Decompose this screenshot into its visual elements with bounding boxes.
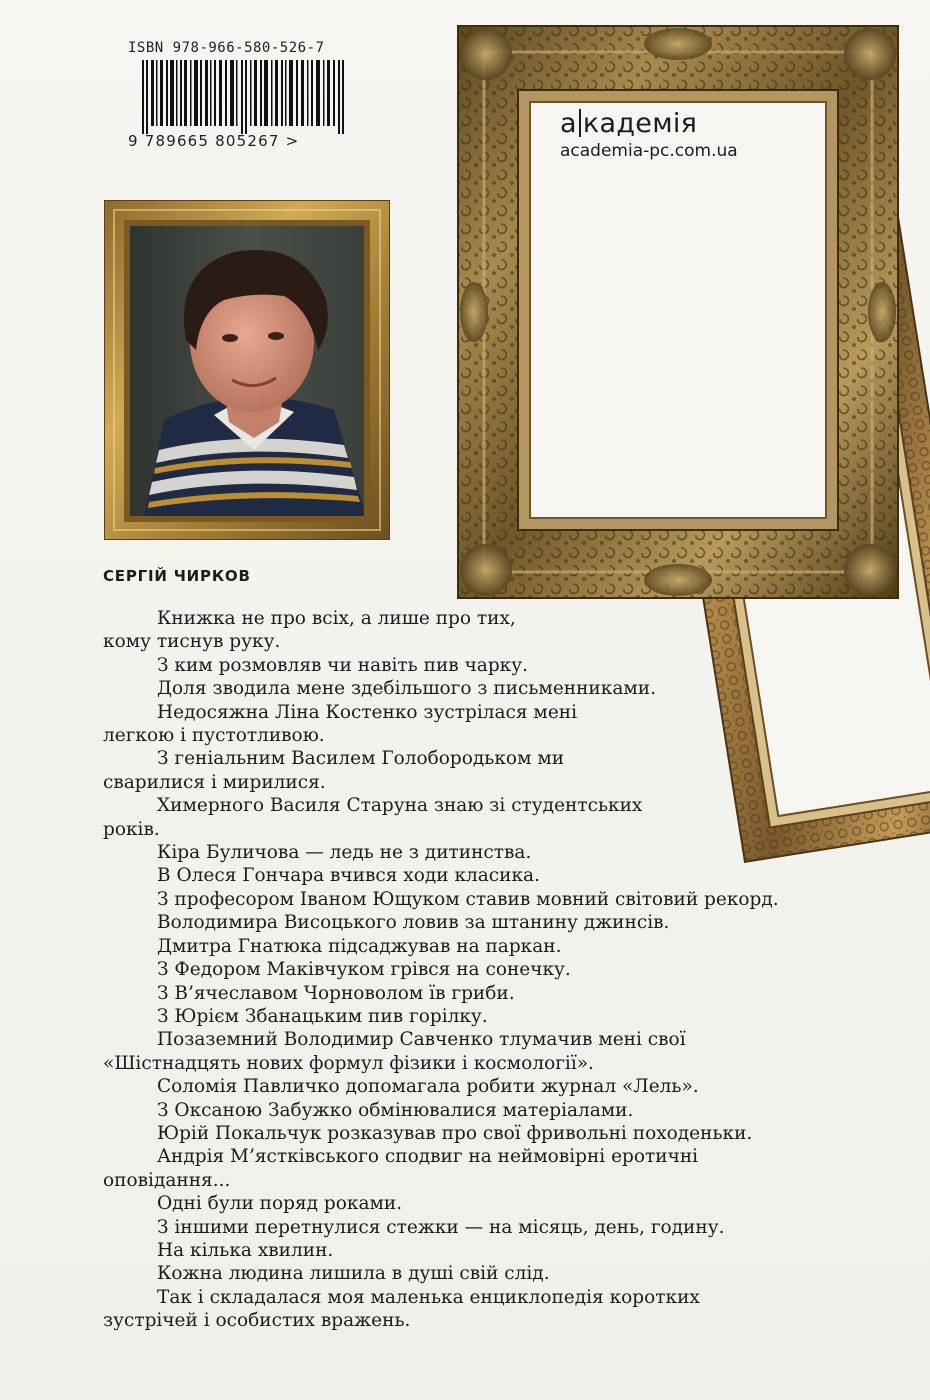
blurb-line: З ким розмовляв чи навіть пив чарку. bbox=[157, 654, 529, 676]
blurb-line: Андрія М’ястківського сподвиг на неймовірні еротичні bbox=[157, 1146, 699, 1168]
blurb-line: оповідання... bbox=[103, 1169, 231, 1191]
logo-divider bbox=[579, 109, 581, 137]
publisher-block bbox=[560, 108, 790, 161]
blurb-line: На кілька хвилин. bbox=[157, 1239, 334, 1261]
author-portrait bbox=[130, 226, 366, 516]
blurb-line: зустрічей і особистих вражень. bbox=[103, 1310, 411, 1332]
publisher-logo-text: кадемія bbox=[582, 108, 698, 139]
blurb-line: Володимира Висоцького ловив за штанину джинсів. bbox=[157, 912, 670, 934]
blurb-text bbox=[103, 607, 863, 1333]
isbn-label: ISBN 978-966-580-526-7 bbox=[128, 40, 325, 56]
blurb-line: Одні були поряд роками. bbox=[157, 1193, 403, 1215]
blurb-line: Кожна людина лишила в душі свій слід. bbox=[157, 1263, 550, 1285]
author-portrait-frame bbox=[104, 200, 390, 540]
publisher-logo bbox=[560, 108, 790, 139]
blurb-line: кому тиснув руку. bbox=[103, 631, 281, 653]
blurb-line: Позаземний Володимир Савченко тлумачив мені свої bbox=[157, 1029, 686, 1051]
blurb-line: Дмитра Гнатюка підсаджував на паркан. bbox=[157, 935, 562, 957]
blurb-line: В Олеся Гончара вчився ходи класика. bbox=[157, 865, 540, 887]
blurb-line: Кіра Буличова — ледь не з дитинства. bbox=[157, 842, 532, 864]
blurb-line: З іншими перетнулися стежки — на місяць, день, годину. bbox=[157, 1216, 725, 1238]
blurb-line: З В’ячеславом Чорноволом їв гриби. bbox=[157, 982, 515, 1004]
blurb-line: легкою і пустотливою. bbox=[103, 725, 325, 747]
blurb-line: Доля зводила мене здебільшого з письменниками. bbox=[157, 678, 656, 700]
blurb-line: Так і складалася моя маленька енциклопедія коротких bbox=[157, 1286, 700, 1308]
isbn-barcode bbox=[128, 40, 363, 150]
blurb-line: З геніальним Василем Голобородьком ми bbox=[157, 748, 565, 770]
blurb-line: З професором Іваном Ющуком ставив мовний світовий рекорд. bbox=[157, 888, 779, 910]
publisher-logo-letter: а bbox=[560, 108, 577, 139]
barcode-digits: 9 789665 805267 > bbox=[128, 132, 300, 150]
blurb-line: Юрій Покальчук розказував про свої фривольні походеньки. bbox=[157, 1122, 753, 1144]
blurb-line: Соломія Павличко допомагала робити журнал «Лель». bbox=[157, 1076, 699, 1098]
author-name: СЕРГІЙ ЧИРКОВ bbox=[103, 567, 251, 585]
barcode-icon bbox=[142, 60, 348, 134]
blurb-line: Книжка не про всіх, а лише про тих, bbox=[157, 608, 516, 629]
publisher-url[interactable]: academia-pc.com.ua bbox=[560, 141, 738, 161]
blurb-line: З Оксаною Забужко обмінювалися матеріалами. bbox=[157, 1099, 634, 1121]
blurb-line: З Федором Маківчуком грівся на сонечку. bbox=[157, 959, 571, 981]
blurb-line: «Шістнадцять нових формул фізики і космології». bbox=[103, 1052, 594, 1074]
blurb-line: сварилися і мирилися. bbox=[103, 771, 326, 793]
blurb-line: років. bbox=[103, 818, 160, 840]
blurb-line: З Юрієм Збанацьким пив горілку. bbox=[157, 1005, 488, 1027]
blurb-line: Недосяжна Ліна Костенко зустрілася мені bbox=[157, 701, 578, 723]
blurb-line: Химерного Василя Старуна знаю зі студентських bbox=[157, 795, 643, 817]
